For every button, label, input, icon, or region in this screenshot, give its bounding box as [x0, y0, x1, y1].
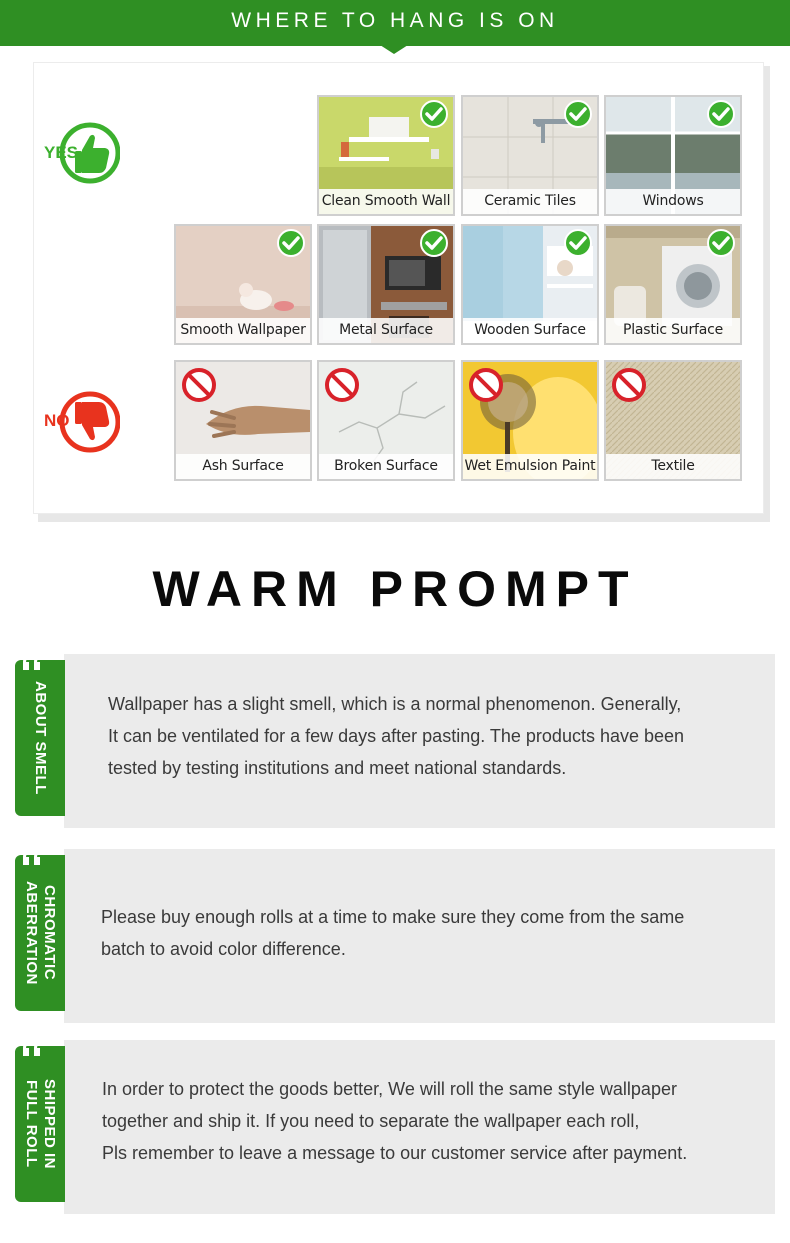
prompt-line: In order to protect the goods better, We will roll the same style wallpaper	[102, 1079, 677, 1099]
surface-tile-ceramic-tiles	[461, 95, 599, 216]
check-icon	[419, 99, 449, 129]
surface-label: Plastic Surface	[606, 318, 740, 343]
tag-label	[15, 855, 65, 1011]
prompt-line: Pls remember to leave a message to our customer service after payment.	[102, 1143, 688, 1163]
surface-tile-wooden-surface	[461, 224, 599, 345]
prompt-line: Please buy enough rolls at a time to make sure they come from the same	[101, 907, 685, 927]
tag-about-smell	[15, 660, 65, 816]
prohibited-icon	[324, 367, 360, 403]
surface-label: Broken Surface	[319, 454, 453, 479]
surface-tile-textile	[604, 360, 742, 481]
surface-tile-ash-surface	[174, 360, 312, 481]
check-icon	[276, 228, 306, 258]
surface-tile-broken-surface	[317, 360, 455, 481]
tag-label-line: SHIPPED IN	[41, 1078, 58, 1170]
surface-label: Wooden Surface	[463, 318, 597, 343]
tag-label-line: ABERRATION	[23, 881, 40, 985]
check-icon	[563, 228, 593, 258]
prompt-card-shipping	[64, 1040, 775, 1214]
prohibited-icon	[468, 367, 504, 403]
surface-label: Textile	[606, 454, 740, 479]
surface-label: Windows	[606, 189, 740, 214]
surface-tile-clean-smooth-wall	[317, 95, 455, 216]
check-icon	[706, 99, 736, 129]
prompt-text	[108, 688, 684, 784]
tag-chromatic-aberration	[15, 855, 65, 1011]
surface-tile-metal-surface	[317, 224, 455, 345]
tag-label-line: ABOUT SMELL	[32, 681, 49, 795]
surface-label: Ceramic Tiles	[463, 189, 597, 214]
tag-label	[15, 1046, 65, 1202]
banner-notch	[380, 45, 408, 54]
surface-label: Smooth Wallpaper	[176, 318, 310, 343]
prompt-line: It can be ventilated for a few days after pasting. The products have been	[108, 726, 685, 746]
no-thumbs-down-icon	[42, 381, 120, 459]
surface-tile-plastic-surface	[604, 224, 742, 345]
yes-text: YES	[44, 143, 79, 162]
tag-label-line: CHROMATIC	[41, 885, 58, 981]
warm-prompt-title: WARM PROMPT	[152, 561, 638, 617]
surface-tile-windows	[604, 95, 742, 216]
prompt-line: tested by testing institutions and meet national standards.	[108, 758, 567, 778]
prompt-card-chromatic	[64, 849, 775, 1023]
no-text: NO	[44, 411, 70, 430]
surface-tile-wet-emulsion-paint	[461, 360, 599, 481]
header-banner	[0, 0, 790, 46]
surface-label: Metal Surface	[319, 318, 453, 343]
prompt-text	[101, 901, 684, 965]
prohibited-icon	[611, 367, 647, 403]
check-icon	[419, 228, 449, 258]
tag-shipped-in-full-roll	[15, 1046, 65, 1202]
tag-label	[15, 660, 65, 816]
prompt-line: together and ship it. If you need to separate the wallpaper each roll,	[102, 1111, 640, 1131]
surface-label: Clean Smooth Wall	[319, 189, 453, 214]
prompt-line: batch to avoid color difference.	[101, 939, 346, 959]
tag-label-line: FULL ROLL	[23, 1080, 40, 1168]
yes-thumbs-up-icon	[42, 114, 120, 192]
check-icon	[706, 228, 736, 258]
surface-label: Wet Emulsion Paint	[463, 454, 597, 479]
surface-tile-smooth-wallpaper	[174, 224, 312, 345]
prompt-text	[102, 1073, 687, 1169]
check-icon	[563, 99, 593, 129]
prompt-line: Wallpaper has a slight smell, which is a normal phenomenon. Generally,	[108, 694, 682, 714]
prompt-card-smell	[64, 654, 775, 828]
banner-title: WHERE TO HANG IS ON	[231, 9, 559, 32]
prohibited-icon	[181, 367, 217, 403]
surface-label: Ash Surface	[176, 454, 310, 479]
